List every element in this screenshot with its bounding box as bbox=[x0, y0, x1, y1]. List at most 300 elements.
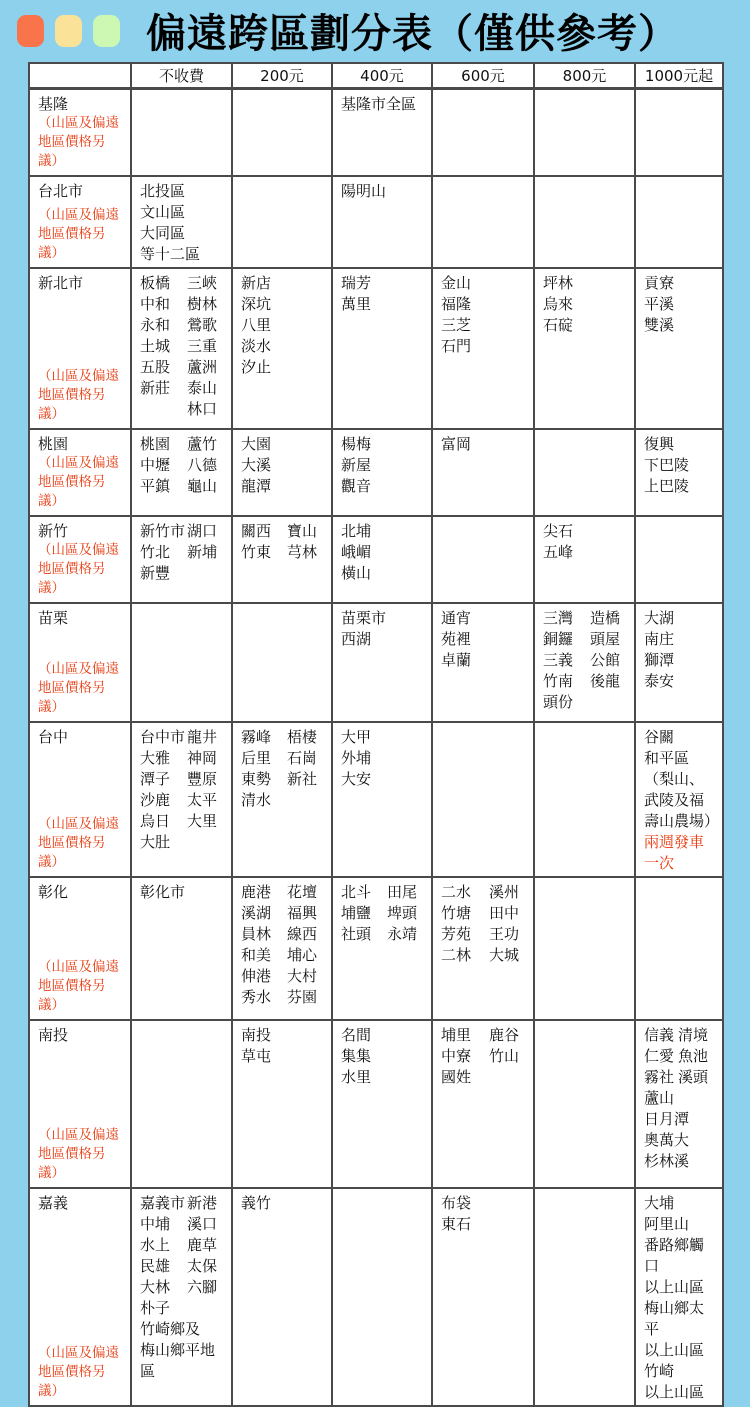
place-name: 陽明山 bbox=[341, 182, 387, 200]
place-line bbox=[241, 336, 325, 357]
place-line bbox=[644, 832, 716, 874]
place-name: 清境 bbox=[677, 1026, 708, 1044]
region-name: 新竹 bbox=[38, 522, 69, 540]
region-cell bbox=[30, 1189, 132, 1407]
place-name: 尖石 bbox=[543, 522, 574, 540]
place-line bbox=[140, 1256, 225, 1277]
place-line bbox=[241, 987, 325, 1008]
place-line bbox=[441, 273, 527, 294]
place-name: 溪口 bbox=[186, 1215, 217, 1233]
place-name: 湖口 bbox=[186, 522, 217, 540]
place-name: 八德 bbox=[186, 456, 217, 474]
place-line bbox=[140, 399, 225, 420]
region-cell bbox=[30, 604, 132, 723]
place-name: 三義 bbox=[543, 651, 574, 669]
place-name: 林口 bbox=[186, 400, 217, 418]
column-header bbox=[333, 64, 433, 90]
place-name: 淡水 bbox=[241, 337, 272, 355]
place-line bbox=[543, 273, 628, 294]
place-name: 西湖 bbox=[341, 630, 372, 648]
place-line bbox=[140, 1214, 225, 1235]
place-name: 霧峰 bbox=[241, 728, 272, 746]
place-name: 北投區 bbox=[140, 182, 186, 200]
place-line bbox=[341, 94, 425, 115]
fare-cell bbox=[433, 604, 535, 723]
place-line bbox=[441, 1025, 527, 1046]
place-name: 平鎮 bbox=[140, 477, 171, 495]
region-cell bbox=[30, 723, 132, 878]
place-line bbox=[241, 966, 325, 987]
place-name: 頭份 bbox=[543, 693, 574, 711]
place-line bbox=[644, 1046, 716, 1067]
fare-cell bbox=[433, 517, 535, 604]
place-line bbox=[140, 1235, 225, 1256]
fare-cell bbox=[333, 269, 433, 430]
column-header-label: 600元 bbox=[461, 67, 505, 85]
place-line bbox=[341, 1046, 425, 1067]
place-line bbox=[140, 832, 225, 853]
place-line bbox=[140, 1319, 225, 1340]
place-name: 橫山 bbox=[341, 564, 372, 582]
region-cell bbox=[30, 1021, 132, 1189]
place-name: 嘉義市 bbox=[140, 1194, 186, 1212]
place-line bbox=[644, 748, 720, 832]
place-name: 大城 bbox=[488, 946, 519, 964]
place-name: 貢寮 bbox=[644, 274, 675, 292]
place-line bbox=[241, 521, 325, 542]
place-line bbox=[140, 294, 225, 315]
place-line bbox=[341, 455, 425, 476]
place-name: 桃園 bbox=[140, 435, 171, 453]
place-line bbox=[441, 1193, 527, 1214]
place-line bbox=[644, 1382, 716, 1403]
decor-pill-orange bbox=[17, 15, 44, 47]
place-name: 谷關 bbox=[644, 728, 675, 746]
place-name: 龜山 bbox=[186, 477, 217, 495]
place-name: 復興 bbox=[644, 435, 675, 453]
place-name: 後龍 bbox=[589, 672, 620, 690]
place-name: 深坑 bbox=[241, 295, 272, 313]
fare-cell bbox=[433, 269, 535, 430]
place-line bbox=[341, 181, 425, 202]
place-line bbox=[341, 434, 425, 455]
fare-cell bbox=[333, 604, 433, 723]
place-name: 八里 bbox=[241, 316, 272, 334]
place-name: 中埔 bbox=[140, 1215, 171, 1233]
place-line bbox=[341, 273, 425, 294]
place-name: 溪頭 bbox=[677, 1068, 708, 1086]
region-cell bbox=[30, 430, 132, 517]
place-name: 三灣 bbox=[543, 609, 574, 627]
place-name: 清水 bbox=[241, 791, 272, 809]
place-line bbox=[341, 542, 425, 563]
place-name: 大雅 bbox=[140, 749, 171, 767]
place-name: 芎林 bbox=[286, 543, 317, 561]
fare-cell bbox=[636, 1189, 724, 1407]
place-line bbox=[543, 542, 628, 563]
place-name: 草屯 bbox=[241, 1047, 272, 1065]
fare-cell bbox=[132, 269, 233, 430]
fare-cell bbox=[636, 1021, 724, 1189]
region-note: （山區及偏遠地區價格另議） bbox=[38, 959, 119, 1013]
fare-cell bbox=[233, 878, 333, 1021]
place-name: 大里 bbox=[186, 812, 217, 830]
place-line bbox=[140, 790, 225, 811]
fare-cell bbox=[132, 517, 233, 604]
place-line bbox=[341, 1067, 425, 1088]
place-name: 石崗 bbox=[286, 749, 317, 767]
place-name: 和美 bbox=[241, 946, 272, 964]
place-line bbox=[441, 882, 527, 903]
place-line bbox=[644, 273, 716, 294]
column-header-label: 200元 bbox=[260, 67, 304, 85]
place-name: 神岡 bbox=[186, 749, 217, 767]
place-line bbox=[140, 748, 225, 769]
place-line bbox=[644, 1235, 716, 1277]
place-name: 金山 bbox=[441, 274, 472, 292]
place-name: 新店 bbox=[241, 274, 272, 292]
place-name: 基隆市全區 bbox=[341, 95, 417, 113]
fare-cell bbox=[535, 90, 636, 177]
region-note: （山區及偏遠地區價格另議） bbox=[38, 542, 119, 596]
place-name: 龍潭 bbox=[241, 477, 272, 495]
place-name: 楊梅 bbox=[341, 435, 372, 453]
place-name: 上巴陵 bbox=[644, 477, 690, 495]
place-line bbox=[241, 790, 325, 811]
place-name: 新埔 bbox=[186, 543, 217, 561]
place-name: 埔鹽 bbox=[341, 904, 372, 922]
place-name: 獅潭 bbox=[644, 651, 675, 669]
place-name: 彰化市 bbox=[140, 883, 186, 901]
place-name: 中和 bbox=[140, 295, 171, 313]
place-line bbox=[341, 476, 425, 497]
place-line bbox=[543, 521, 628, 542]
place-line bbox=[441, 903, 527, 924]
place-line bbox=[543, 629, 628, 650]
fare-cell bbox=[132, 1021, 233, 1189]
place-name: 平溪 bbox=[644, 295, 675, 313]
place-name: 梅山鄉太平 bbox=[644, 1299, 705, 1338]
place-line bbox=[241, 1025, 325, 1046]
place-name: 新竹市 bbox=[140, 522, 186, 540]
column-header bbox=[132, 64, 233, 90]
place-name: 大村 bbox=[286, 967, 317, 985]
place-name: 奧萬大 bbox=[644, 1131, 690, 1149]
place-name: 造橋 bbox=[589, 609, 620, 627]
region-note: （山區及偏遠地區價格另議） bbox=[38, 368, 119, 422]
place-line bbox=[241, 315, 325, 336]
fare-cell bbox=[233, 1189, 333, 1407]
place-name: 大園 bbox=[241, 435, 272, 453]
place-name: 苑裡 bbox=[441, 630, 472, 648]
place-name: 新屋 bbox=[341, 456, 372, 474]
fare-cell bbox=[535, 604, 636, 723]
place-line bbox=[543, 294, 628, 315]
place-name: 太保 bbox=[186, 1257, 217, 1275]
place-name: 萬里 bbox=[341, 295, 372, 313]
place-line bbox=[241, 542, 325, 563]
place-line bbox=[543, 692, 628, 713]
place-line bbox=[543, 671, 628, 692]
place-name: 石碇 bbox=[543, 316, 574, 334]
place-line bbox=[140, 357, 225, 378]
place-line bbox=[241, 748, 325, 769]
place-name: 大湖 bbox=[644, 609, 675, 627]
place-name: 民雄 bbox=[140, 1257, 171, 1275]
place-name: 公館 bbox=[589, 651, 620, 669]
place-name: 鶯歌 bbox=[186, 316, 217, 334]
place-name: 永和 bbox=[140, 316, 171, 334]
place-line bbox=[644, 455, 716, 476]
place-name: 福興 bbox=[286, 904, 317, 922]
place-name: 鹿谷 bbox=[488, 1026, 519, 1044]
column-header bbox=[30, 64, 132, 90]
place-name: 埔里 bbox=[441, 1026, 472, 1044]
place-name: 溪州 bbox=[488, 883, 519, 901]
place-name: 泰安 bbox=[644, 672, 675, 690]
place-line bbox=[341, 748, 425, 769]
place-name: 文山區 bbox=[140, 203, 186, 221]
place-name: 線西 bbox=[286, 925, 317, 943]
fare-cell bbox=[535, 723, 636, 878]
place-name: 大甲 bbox=[341, 728, 372, 746]
place-name: 新豐 bbox=[140, 564, 171, 582]
place-line bbox=[341, 563, 425, 584]
place-line bbox=[441, 1046, 527, 1067]
place-name: 五股 bbox=[140, 358, 171, 376]
place-name: 三重 bbox=[186, 337, 217, 355]
column-header-label: 不收費 bbox=[158, 67, 204, 85]
place-name: 國姓 bbox=[441, 1068, 472, 1086]
place-line bbox=[441, 629, 527, 650]
place-line bbox=[241, 882, 325, 903]
place-name: 石門 bbox=[441, 337, 472, 355]
place-name: 新社 bbox=[286, 770, 317, 788]
decor-pill-yellow bbox=[55, 15, 82, 47]
fare-cell bbox=[535, 878, 636, 1021]
place-name: 杉林溪 bbox=[644, 1152, 690, 1170]
place-name: 田中 bbox=[488, 904, 519, 922]
place-name: 寶山 bbox=[286, 522, 317, 540]
place-line bbox=[140, 181, 225, 202]
place-name: 大溪 bbox=[241, 456, 272, 474]
place-line bbox=[341, 882, 425, 903]
place-name: 福隆 bbox=[441, 295, 472, 313]
place-name: 埔心 bbox=[286, 946, 317, 964]
place-name: 二水 bbox=[441, 883, 472, 901]
fare-cell bbox=[433, 90, 535, 177]
place-line bbox=[140, 542, 225, 563]
fare-cell bbox=[535, 269, 636, 430]
region-cell bbox=[30, 269, 132, 430]
region-note: （山區及偏遠地區價格另議） bbox=[38, 661, 119, 715]
place-name: 伸港 bbox=[241, 967, 272, 985]
place-name: 六腳 bbox=[186, 1278, 217, 1296]
place-line bbox=[644, 1067, 716, 1088]
place-line bbox=[241, 1046, 325, 1067]
place-name: 觀音 bbox=[341, 477, 372, 495]
place-name: 魚池 bbox=[677, 1047, 708, 1065]
fare-cell bbox=[233, 269, 333, 430]
place-name: 竹塘 bbox=[441, 904, 472, 922]
place-name: 日月潭 bbox=[644, 1110, 690, 1128]
place-name: 中壢 bbox=[140, 456, 171, 474]
place-line bbox=[241, 1193, 325, 1214]
region-cell bbox=[30, 90, 132, 177]
place-name: 溪湖 bbox=[241, 904, 272, 922]
place-line bbox=[140, 244, 225, 265]
place-line bbox=[341, 903, 425, 924]
place-name: 霧社 bbox=[644, 1068, 675, 1086]
fare-table bbox=[28, 62, 724, 1407]
place-name: 信義 bbox=[644, 1026, 675, 1044]
place-name: 頭屋 bbox=[589, 630, 620, 648]
place-name: 太平 bbox=[186, 791, 217, 809]
place-name: 鹿港 bbox=[241, 883, 272, 901]
place-name: 田尾 bbox=[386, 883, 417, 901]
column-header bbox=[233, 64, 333, 90]
place-line bbox=[644, 1088, 716, 1109]
place-name: 二林 bbox=[441, 946, 472, 964]
place-name: 北埔 bbox=[341, 522, 372, 540]
place-line bbox=[140, 273, 225, 294]
place-line bbox=[644, 650, 716, 671]
place-name: 芳苑 bbox=[441, 925, 472, 943]
place-line bbox=[441, 924, 527, 945]
place-name: 南投 bbox=[241, 1026, 272, 1044]
place-line bbox=[241, 769, 325, 790]
place-line bbox=[644, 608, 716, 629]
region-name: 彰化 bbox=[38, 883, 69, 901]
place-line bbox=[140, 727, 225, 748]
region-note: （山區及偏遠地區價格另議） bbox=[38, 816, 119, 870]
place-line bbox=[644, 1151, 716, 1172]
place-line bbox=[241, 357, 325, 378]
place-line bbox=[441, 1067, 527, 1088]
place-name: 竹崎鄉及 bbox=[140, 1320, 201, 1338]
place-name: 泰山 bbox=[186, 379, 217, 397]
place-name: 五峰 bbox=[543, 543, 574, 561]
place-line bbox=[140, 1277, 225, 1298]
fare-cell bbox=[636, 517, 724, 604]
place-line bbox=[644, 315, 716, 336]
region-note: （山區及偏遠地區價格另議） bbox=[38, 1127, 119, 1181]
place-line bbox=[644, 1298, 716, 1340]
place-line bbox=[140, 336, 225, 357]
place-name: 苗栗市 bbox=[341, 609, 387, 627]
region-name: 嘉義 bbox=[38, 1194, 69, 1212]
region-cell bbox=[30, 878, 132, 1021]
place-name: 北斗 bbox=[341, 883, 372, 901]
fare-cell bbox=[535, 430, 636, 517]
place-line bbox=[140, 811, 225, 832]
region-name: 基隆 bbox=[38, 95, 69, 113]
fare-cell bbox=[132, 1189, 233, 1407]
place-name: 龍井 bbox=[186, 728, 217, 746]
fare-cell bbox=[333, 878, 433, 1021]
place-name: 沙鹿 bbox=[140, 791, 171, 809]
fare-cell bbox=[132, 430, 233, 517]
column-header-label: 1000元起 bbox=[644, 67, 714, 85]
place-name: 永靖 bbox=[386, 925, 417, 943]
place-line bbox=[140, 202, 225, 223]
fare-cell bbox=[433, 430, 535, 517]
fare-cell bbox=[636, 269, 724, 430]
region-name: 台北市 bbox=[38, 182, 84, 200]
page-title: 偏遠跨區劃分表（僅供參考） bbox=[146, 10, 679, 57]
place-line bbox=[441, 294, 527, 315]
place-name: 汐止 bbox=[241, 358, 272, 376]
place-name: 芬園 bbox=[286, 988, 317, 1006]
region-note: （山區及偏遠地區價格另議） bbox=[38, 115, 119, 169]
place-name: 社頭 bbox=[341, 925, 372, 943]
place-line bbox=[644, 1214, 716, 1235]
place-line bbox=[644, 1130, 716, 1151]
place-line bbox=[140, 455, 225, 476]
place-name: 潭子 bbox=[140, 770, 171, 788]
place-name: 大同區 bbox=[140, 224, 186, 242]
fare-cell bbox=[433, 177, 535, 269]
place-line bbox=[644, 1193, 716, 1214]
place-name: 后里 bbox=[241, 749, 272, 767]
place-line bbox=[241, 455, 325, 476]
place-name: 三芝 bbox=[441, 316, 472, 334]
place-name: 南庄 bbox=[644, 630, 675, 648]
fare-cell bbox=[333, 430, 433, 517]
column-header bbox=[535, 64, 636, 90]
fare-cell bbox=[535, 177, 636, 269]
place-line bbox=[644, 671, 716, 692]
place-name: 大肚 bbox=[140, 833, 171, 851]
fare-cell bbox=[233, 430, 333, 517]
place-name: 蘆洲 bbox=[186, 358, 217, 376]
place-line bbox=[341, 769, 425, 790]
place-line bbox=[644, 294, 716, 315]
place-line bbox=[341, 629, 425, 650]
fare-cell bbox=[233, 604, 333, 723]
place-line bbox=[140, 315, 225, 336]
place-line bbox=[341, 1025, 425, 1046]
place-name: 等十二區 bbox=[140, 245, 201, 263]
fare-cell bbox=[433, 1189, 535, 1407]
place-name: 竹北 bbox=[140, 543, 171, 561]
place-name: 鹿草 bbox=[186, 1236, 217, 1254]
place-name: 卓蘭 bbox=[441, 651, 472, 669]
fare-cell bbox=[333, 1021, 433, 1189]
place-name: 王功 bbox=[488, 925, 519, 943]
fare-cell bbox=[233, 177, 333, 269]
place-name: 埤頭 bbox=[386, 904, 417, 922]
place-line bbox=[241, 476, 325, 497]
place-name: 布袋 bbox=[441, 1194, 472, 1212]
place-name: 集集 bbox=[341, 1047, 372, 1065]
decor-pill-green bbox=[93, 15, 120, 47]
place-name: 番路鄉觸口 bbox=[644, 1236, 705, 1275]
place-line bbox=[644, 1277, 716, 1298]
fare-cell bbox=[233, 90, 333, 177]
place-name: 員林 bbox=[241, 925, 272, 943]
place-name: 水里 bbox=[341, 1068, 372, 1086]
fare-cell bbox=[535, 517, 636, 604]
place-name: 樹林 bbox=[186, 295, 217, 313]
fare-cell bbox=[333, 723, 433, 878]
place-line bbox=[140, 521, 225, 542]
place-name: 以上山區 bbox=[644, 1341, 705, 1359]
place-line bbox=[140, 563, 225, 584]
place-line bbox=[140, 1340, 225, 1382]
place-name: 朴子 bbox=[140, 1299, 171, 1317]
fare-cell bbox=[636, 177, 724, 269]
